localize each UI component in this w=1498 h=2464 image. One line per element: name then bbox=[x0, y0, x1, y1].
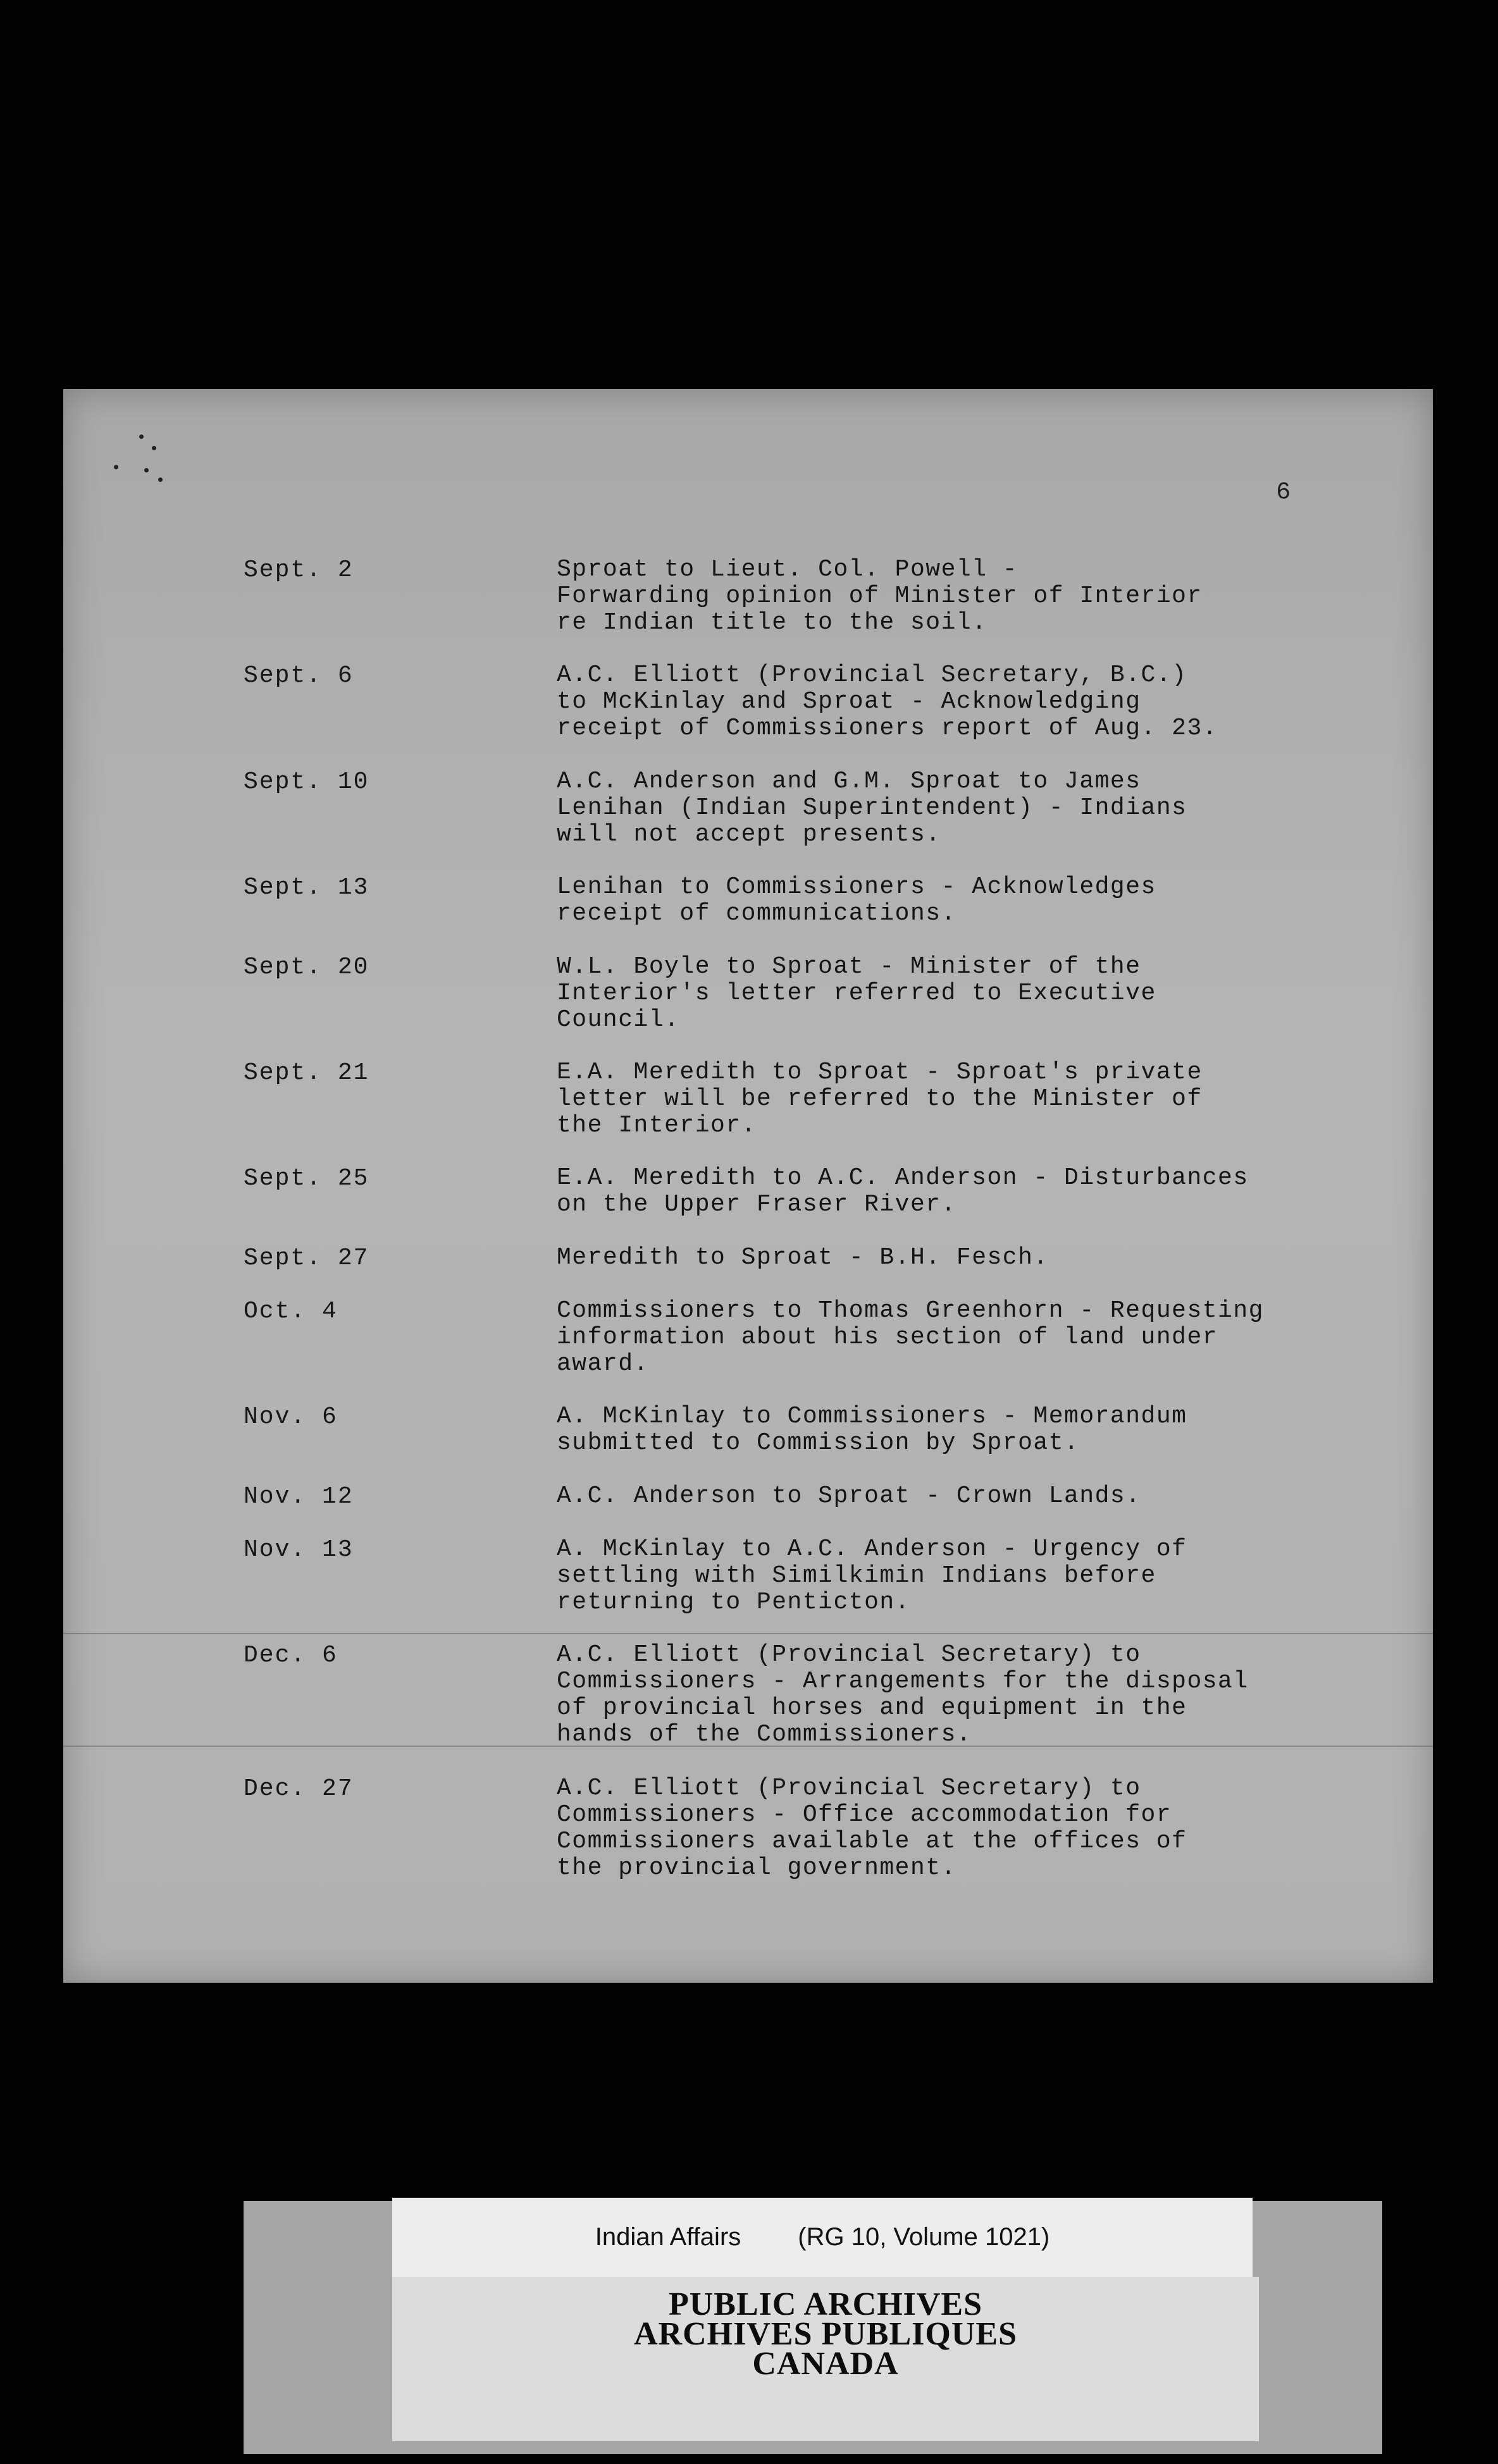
entry-text: E.A. Meredith to A.C. Anderson - Disturbances on the Upper Fraser River. bbox=[557, 1164, 1249, 1218]
entry-text: A.C. Anderson to Sproat - Crown Lands. bbox=[557, 1482, 1141, 1510]
document-page bbox=[63, 389, 1433, 1983]
fold-line bbox=[63, 1746, 1433, 1747]
entry-text: Meredith to Sproat - B.H. Fesch. bbox=[557, 1244, 1049, 1271]
entry-date: Dec. 27 bbox=[244, 1775, 354, 1802]
entry-date: Sept. 25 bbox=[244, 1165, 369, 1192]
page-number: 6 bbox=[1276, 479, 1291, 506]
entry-date: Sept. 10 bbox=[244, 768, 369, 796]
entry-text: Sproat to Lieut. Col. Powell - Forwarding opinion of Minister of Interior re Indian title to the soil. bbox=[557, 556, 1203, 636]
entry-date: Sept. 2 bbox=[244, 557, 354, 584]
entry-date: Oct. 4 bbox=[244, 1298, 338, 1325]
entry-date: Sept. 6 bbox=[244, 662, 354, 689]
stamp-line-3: CANADA bbox=[752, 2346, 899, 2382]
stamp-line-1: PUBLIC ARCHIVES bbox=[668, 2286, 983, 2322]
entry-text: A.C. Elliott (Provincial Secretary) to Commissioners - Arrangements for the disposal of provincial horses and equipment in the hands of the Commissioners. bbox=[557, 1641, 1249, 1748]
archives-stamp bbox=[392, 2286, 1259, 2382]
entry-date: Sept. 27 bbox=[244, 1245, 369, 1272]
entry-text: W.L. Boyle to Sproat - Minister of the Interior's letter referred to Executive Council. bbox=[557, 953, 1156, 1033]
entry-text: E.A. Meredith to Sproat - Sproat's private letter will be referred to the Minister of the Interior. bbox=[557, 1059, 1203, 1139]
entry-date: Nov. 13 bbox=[244, 1536, 354, 1563]
stamp-line-2: ARCHIVES PUBLIQUES bbox=[633, 2316, 1018, 2352]
entry-text: A. McKinlay to A.C. Anderson - Urgency of settling with Similkimin Indians before returning to Penticton. bbox=[557, 1536, 1187, 1616]
entry-date: Sept. 21 bbox=[244, 1059, 369, 1087]
collection-name: Indian Affairs bbox=[595, 2223, 741, 2251]
entry-date: Dec. 6 bbox=[244, 1642, 338, 1669]
reference-label bbox=[392, 2198, 1253, 2277]
entry-text: Commissioners to Thomas Greenhorn - Requesting information about his section of land under award. bbox=[557, 1297, 1264, 1377]
entry-text: A. McKinlay to Commissioners - Memorandum submitted to Commission by Sproat. bbox=[557, 1403, 1187, 1457]
entry-text: A.C. Elliott (Provincial Secretary, B.C.) to McKinlay and Sproat - Acknowledging receipt of Commissioners report of Aug. 23. bbox=[557, 662, 1218, 742]
record-group-reference: (RG 10, Volume 1021) bbox=[798, 2223, 1050, 2251]
entry-text: A.C. Anderson and G.M. Sproat to James Lenihan (Indian Superintendent) - Indians will not accept presents. bbox=[557, 768, 1187, 848]
fold-line bbox=[63, 1633, 1433, 1634]
entry-text: Lenihan to Commissioners - Acknowledges receipt of communications. bbox=[557, 873, 1156, 927]
entry-date: Sept. 20 bbox=[244, 954, 369, 981]
entry-date: Sept. 13 bbox=[244, 874, 369, 901]
entry-text: A.C. Elliott (Provincial Secretary) to Commissioners - Office accommodation for Commissioners available at the offices of the provincial government. bbox=[557, 1775, 1187, 1882]
entry-date: Nov. 12 bbox=[244, 1483, 354, 1510]
chronology-list bbox=[63, 389, 1433, 1983]
entry-date: Nov. 6 bbox=[244, 1403, 338, 1431]
